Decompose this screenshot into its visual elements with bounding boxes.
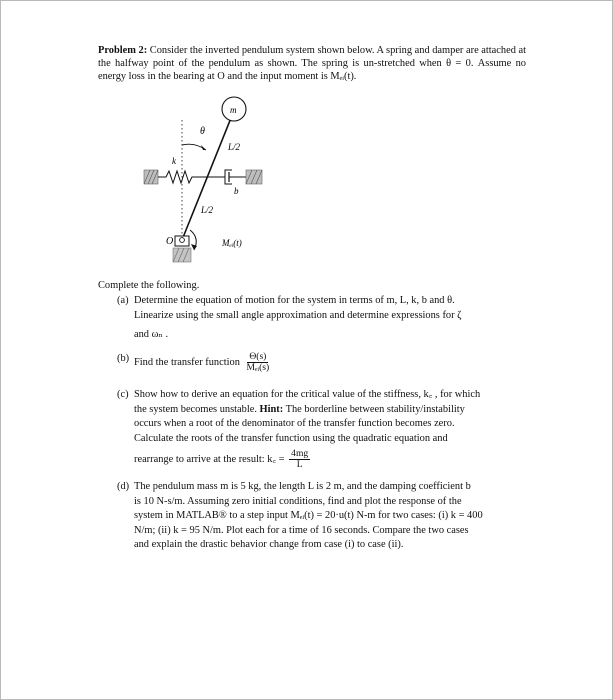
part-d-label: (d) <box>117 481 130 492</box>
part-c-line5 <box>134 449 526 470</box>
pendulum-rod <box>182 118 231 240</box>
complete-heading: Complete the following. <box>98 280 200 291</box>
part-d <box>117 480 526 553</box>
part-b-label: (b) <box>117 353 130 364</box>
part-d-line5: and explain the drastic behavior change from case (i) to case (ii). <box>134 539 404 551</box>
part-c-line2-hint: The borderline between stability/instability <box>285 403 465 415</box>
upper-length-label: L/2 <box>228 142 241 152</box>
kc-numerator: 4mg <box>291 448 309 460</box>
part-d-line1: The pendulum mass m is 5 kg, the length L is 2 m, and the damping coefficient b <box>134 481 471 492</box>
part-a-line2: Linearize using the small angle approximation and determine expressions for ζ <box>134 309 462 321</box>
problem-text: Consider the inverted pendulum system shown below. A spring and damper are attached at the halfway point of the pendulum as shown. The spring is un-stretched when θ = 0. Assume no energy loss in the bearing at O and the input moment is Mₑᵢ(t). <box>98 45 526 83</box>
part-d-line4: N/m; (ii) k = 95 N/m. Plot each for a time of 16 seconds. Compare the two cases <box>134 524 469 536</box>
part-c <box>117 388 526 471</box>
problem-statement <box>98 44 526 84</box>
part-d-line2: is 10 N-s/m. Assuming zero initial conditions, find and plot the response of the <box>134 495 462 507</box>
moment-label: Mₑᵢ(t) <box>222 238 242 248</box>
damper-label: b <box>234 186 239 196</box>
part-c-line1: Show how to derive an equation for the critical value of the stiffness, k꜀ , for which <box>134 389 481 400</box>
mass-label: m <box>230 105 237 115</box>
spring <box>158 171 209 183</box>
part-c-line4: Calculate the roots of the transfer function using the quadratic equation and <box>134 432 448 444</box>
part-c-label: (c) <box>117 389 129 400</box>
pivot-bearing <box>180 238 185 243</box>
part-a-line3: and ωₙ . <box>134 329 169 341</box>
pivot-label: O <box>166 236 174 247</box>
part-c-line2 <box>134 403 526 418</box>
part-c-line2-text: the system becomes unstable. <box>134 403 257 415</box>
part-a-line1: Determine the equation of motion for the system in terms of m, L, k, b and θ. <box>134 295 455 306</box>
pendulum-figure <box>130 90 280 270</box>
part-a-label: (a) <box>117 295 129 306</box>
part-b-text: Find the transfer function <box>134 356 240 368</box>
kc-denominator: L <box>296 459 303 471</box>
spring-label: k <box>172 156 176 166</box>
part-c-line3: occurs when a root of the denominator of the transfer function becomes zero. <box>134 418 455 430</box>
part-a <box>117 294 526 343</box>
hint-label: Hint: <box>259 403 284 415</box>
theta-label: θ <box>200 126 205 137</box>
tf-denominator: Mₑᵢ(s) <box>246 362 270 373</box>
part-c-line5-text: rearrange to arrive at the result: k꜀ = <box>134 454 285 466</box>
critical-stiffness-fraction <box>289 449 310 470</box>
part-d-line3: system in MATLAB® to a step input Mₑᵢ(t) = 20·u(t) N-m for two cases: (i) k = 400 <box>134 510 483 522</box>
lower-length-label: L/2 <box>201 205 214 215</box>
transfer-function-fraction <box>245 352 272 373</box>
problem-label: Problem 2: <box>98 45 148 56</box>
tf-numerator: Θ(s) <box>249 351 267 362</box>
part-b <box>117 351 526 373</box>
